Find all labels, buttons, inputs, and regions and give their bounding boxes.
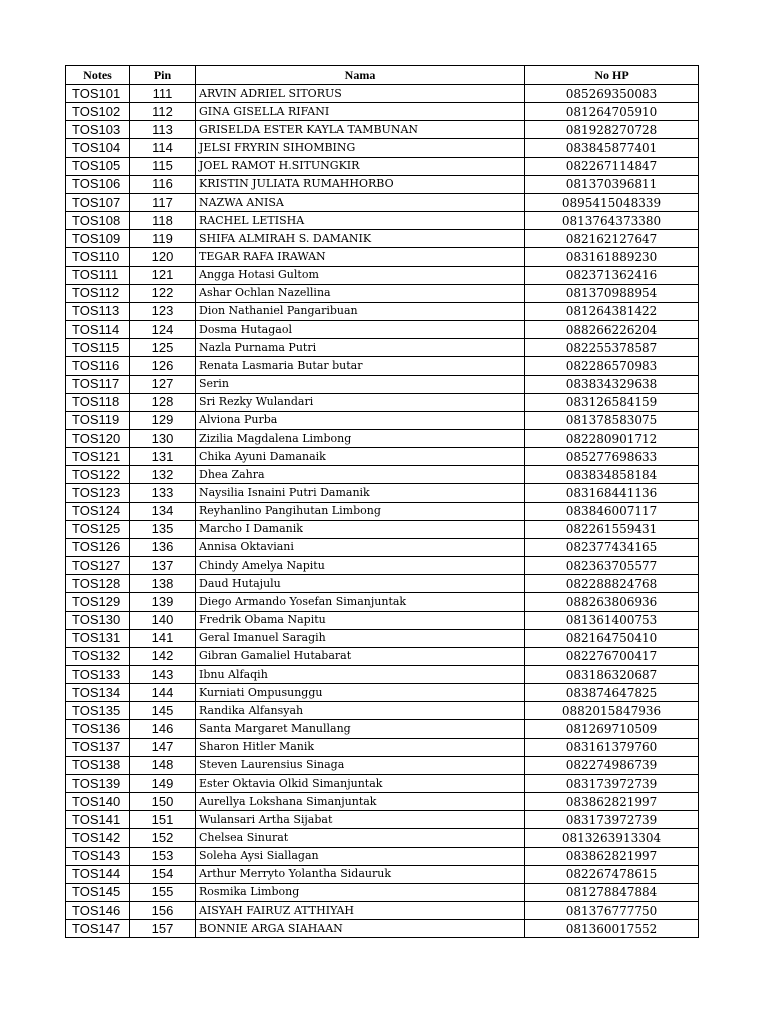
cell-nama: Chindy Amelya Napitu — [196, 557, 525, 575]
cell-nama: Ester Oktavia Olkid Simanjuntak — [196, 774, 525, 792]
cell-notes: TOS115 — [66, 339, 130, 357]
cell-nama: Wulansari Artha Sijabat — [196, 811, 525, 829]
cell-pin: 126 — [130, 357, 196, 375]
table-row — [66, 702, 699, 720]
table-row — [66, 774, 699, 792]
cell-pin: 156 — [130, 902, 196, 920]
cell-notes: TOS114 — [66, 321, 130, 339]
table-row — [66, 756, 699, 774]
table-row — [66, 284, 699, 302]
table-row — [66, 139, 699, 157]
cell-pin: 131 — [130, 448, 196, 466]
cell-no-hp: 081360017552 — [525, 920, 699, 938]
cell-no-hp: 083862821997 — [525, 793, 699, 811]
cell-notes: TOS136 — [66, 720, 130, 738]
cell-no-hp: 088263806936 — [525, 593, 699, 611]
table-row — [66, 666, 699, 684]
header-pin: Pin — [130, 66, 196, 85]
cell-pin: 115 — [130, 157, 196, 175]
cell-no-hp: 081278847884 — [525, 883, 699, 901]
table-row — [66, 230, 699, 248]
cell-no-hp: 081370396811 — [525, 175, 699, 193]
cell-nama: SHIFA ALMIRAH S. DAMANIK — [196, 230, 525, 248]
cell-nama: Dosma Hutagaol — [196, 321, 525, 339]
table-row — [66, 920, 699, 938]
cell-nama: Annisa Oktaviani — [196, 538, 525, 556]
cell-nama: Chelsea Sinurat — [196, 829, 525, 847]
table-row — [66, 448, 699, 466]
cell-nama: Sharon Hitler Manik — [196, 738, 525, 756]
cell-no-hp: 081269710509 — [525, 720, 699, 738]
table-row — [66, 793, 699, 811]
cell-pin: 124 — [130, 321, 196, 339]
table-row — [66, 902, 699, 920]
cell-pin: 146 — [130, 720, 196, 738]
cell-notes: TOS142 — [66, 829, 130, 847]
table-row — [66, 175, 699, 193]
table-row — [66, 538, 699, 556]
cell-no-hp: 083834858184 — [525, 466, 699, 484]
cell-notes: TOS124 — [66, 502, 130, 520]
cell-notes: TOS137 — [66, 738, 130, 756]
cell-pin: 111 — [130, 85, 196, 103]
cell-pin: 118 — [130, 212, 196, 230]
cell-nama: Geral Imanuel Saragih — [196, 629, 525, 647]
table-row — [66, 121, 699, 139]
cell-no-hp: 083168441136 — [525, 484, 699, 502]
cell-no-hp: 081378583075 — [525, 411, 699, 429]
cell-nama: Kurniati Ompusunggu — [196, 684, 525, 702]
cell-notes: TOS140 — [66, 793, 130, 811]
cell-nama: Serin — [196, 375, 525, 393]
cell-notes: TOS128 — [66, 575, 130, 593]
cell-notes: TOS132 — [66, 647, 130, 665]
table-row — [66, 212, 699, 230]
cell-no-hp: 083862821997 — [525, 847, 699, 865]
cell-notes: TOS147 — [66, 920, 130, 938]
table-row — [66, 593, 699, 611]
cell-nama: Chika Ayuni Damanaik — [196, 448, 525, 466]
cell-pin: 134 — [130, 502, 196, 520]
table-row — [66, 429, 699, 447]
cell-no-hp: 081264705910 — [525, 103, 699, 121]
table-row — [66, 357, 699, 375]
cell-nama: JELSI FRYRIN SIHOMBING — [196, 139, 525, 157]
cell-pin: 147 — [130, 738, 196, 756]
cell-pin: 148 — [130, 756, 196, 774]
cell-nama: GRISELDA ESTER KAYLA TAMBUNAN — [196, 121, 525, 139]
table-row — [66, 466, 699, 484]
cell-notes: TOS117 — [66, 375, 130, 393]
cell-no-hp: 085277698633 — [525, 448, 699, 466]
table-row — [66, 302, 699, 320]
cell-no-hp: 083846007117 — [525, 502, 699, 520]
cell-nama: Arthur Merryto Yolantha Sidauruk — [196, 865, 525, 883]
cell-no-hp: 082261559431 — [525, 520, 699, 538]
table-row — [66, 321, 699, 339]
table-row — [66, 629, 699, 647]
cell-pin: 114 — [130, 139, 196, 157]
table-row — [66, 103, 699, 121]
cell-pin: 127 — [130, 375, 196, 393]
cell-nama: NAZWA ANISA — [196, 193, 525, 211]
cell-pin: 154 — [130, 865, 196, 883]
table-row — [66, 847, 699, 865]
cell-no-hp: 082371362416 — [525, 266, 699, 284]
cell-notes: TOS123 — [66, 484, 130, 502]
cell-no-hp: 0895415048339 — [525, 193, 699, 211]
cell-pin: 135 — [130, 520, 196, 538]
cell-nama: Angga Hotasi Gultom — [196, 266, 525, 284]
cell-notes: TOS113 — [66, 302, 130, 320]
cell-notes: TOS126 — [66, 538, 130, 556]
cell-notes: TOS129 — [66, 593, 130, 611]
cell-notes: TOS131 — [66, 629, 130, 647]
cell-notes: TOS127 — [66, 557, 130, 575]
cell-pin: 137 — [130, 557, 196, 575]
cell-notes: TOS130 — [66, 611, 130, 629]
cell-pin: 143 — [130, 666, 196, 684]
table-row — [66, 411, 699, 429]
cell-notes: TOS105 — [66, 157, 130, 175]
table-row — [66, 484, 699, 502]
cell-notes: TOS120 — [66, 429, 130, 447]
cell-nama: BONNIE ARGA SIAHAAN — [196, 920, 525, 938]
cell-pin: 132 — [130, 466, 196, 484]
table-row — [66, 575, 699, 593]
cell-notes: TOS106 — [66, 175, 130, 193]
table-row — [66, 883, 699, 901]
cell-notes: TOS108 — [66, 212, 130, 230]
cell-notes: TOS122 — [66, 466, 130, 484]
cell-pin: 149 — [130, 774, 196, 792]
cell-pin: 133 — [130, 484, 196, 502]
cell-notes: TOS119 — [66, 411, 130, 429]
cell-no-hp: 082274986739 — [525, 756, 699, 774]
table-row — [66, 248, 699, 266]
cell-no-hp: 082280901712 — [525, 429, 699, 447]
cell-notes: TOS110 — [66, 248, 130, 266]
cell-no-hp: 083126584159 — [525, 393, 699, 411]
cell-nama: Ibnu Alfaqih — [196, 666, 525, 684]
cell-notes: TOS111 — [66, 266, 130, 284]
cell-pin: 122 — [130, 284, 196, 302]
cell-nama: AISYAH FAIRUZ ATTHIYAH — [196, 902, 525, 920]
cell-pin: 151 — [130, 811, 196, 829]
cell-notes: TOS141 — [66, 811, 130, 829]
cell-notes: TOS125 — [66, 520, 130, 538]
cell-nama: Dion Nathaniel Pangaribuan — [196, 302, 525, 320]
cell-pin: 121 — [130, 266, 196, 284]
cell-no-hp: 0882015847936 — [525, 702, 699, 720]
cell-no-hp: 082162127647 — [525, 230, 699, 248]
cell-notes: TOS146 — [66, 902, 130, 920]
cell-notes: TOS145 — [66, 883, 130, 901]
cell-nama: Daud Hutajulu — [196, 575, 525, 593]
table-row — [66, 647, 699, 665]
cell-no-hp: 082276700417 — [525, 647, 699, 665]
cell-nama: Dhea Zahra — [196, 466, 525, 484]
cell-pin: 142 — [130, 647, 196, 665]
cell-no-hp: 088266226204 — [525, 321, 699, 339]
cell-nama: GINA GISELLA RIFANI — [196, 103, 525, 121]
cell-no-hp: 082288824768 — [525, 575, 699, 593]
cell-notes: TOS116 — [66, 357, 130, 375]
cell-notes: TOS143 — [66, 847, 130, 865]
cell-nama: Marcho I Damanik — [196, 520, 525, 538]
cell-notes: TOS138 — [66, 756, 130, 774]
header-notes: Notes — [66, 66, 130, 85]
cell-notes: TOS112 — [66, 284, 130, 302]
cell-pin: 138 — [130, 575, 196, 593]
cell-no-hp: 081361400753 — [525, 611, 699, 629]
cell-nama: Renata Lasmaria Butar butar — [196, 357, 525, 375]
cell-notes: TOS102 — [66, 103, 130, 121]
cell-notes: TOS135 — [66, 702, 130, 720]
table-row — [66, 157, 699, 175]
table-row — [66, 829, 699, 847]
cell-nama: Nazla Purnama Putri — [196, 339, 525, 357]
cell-pin: 153 — [130, 847, 196, 865]
cell-no-hp: 0813263913304 — [525, 829, 699, 847]
cell-no-hp: 082267478615 — [525, 865, 699, 883]
table-row — [66, 520, 699, 538]
table-row — [66, 375, 699, 393]
cell-pin: 117 — [130, 193, 196, 211]
cell-no-hp: 082286570983 — [525, 357, 699, 375]
cell-notes: TOS144 — [66, 865, 130, 883]
cell-nama: RACHEL LETISHA — [196, 212, 525, 230]
cell-nama: Reyhanlino Pangihutan Limbong — [196, 502, 525, 520]
cell-pin: 145 — [130, 702, 196, 720]
cell-pin: 125 — [130, 339, 196, 357]
cell-nama: Ashar Ochlan Nazellina — [196, 284, 525, 302]
cell-pin: 157 — [130, 920, 196, 938]
cell-notes: TOS139 — [66, 774, 130, 792]
table-row — [66, 85, 699, 103]
cell-nama: Alviona Purba — [196, 411, 525, 429]
cell-notes: TOS121 — [66, 448, 130, 466]
table-row — [66, 811, 699, 829]
cell-notes: TOS133 — [66, 666, 130, 684]
cell-notes: TOS101 — [66, 85, 130, 103]
cell-no-hp: 083173972739 — [525, 774, 699, 792]
cell-pin: 152 — [130, 829, 196, 847]
cell-no-hp: 083186320687 — [525, 666, 699, 684]
cell-no-hp: 081370988954 — [525, 284, 699, 302]
cell-no-hp: 0813764373380 — [525, 212, 699, 230]
cell-notes: TOS107 — [66, 193, 130, 211]
cell-pin: 155 — [130, 883, 196, 901]
cell-pin: 129 — [130, 411, 196, 429]
cell-nama: KRISTIN JULIATA RUMAHHORBO — [196, 175, 525, 193]
cell-notes: TOS109 — [66, 230, 130, 248]
cell-pin: 113 — [130, 121, 196, 139]
table-row — [66, 865, 699, 883]
cell-nama: Diego Armando Yosefan Simanjuntak — [196, 593, 525, 611]
cell-pin: 119 — [130, 230, 196, 248]
cell-nama: Randika Alfansyah — [196, 702, 525, 720]
cell-no-hp: 081376777750 — [525, 902, 699, 920]
cell-pin: 139 — [130, 593, 196, 611]
table-row — [66, 502, 699, 520]
cell-no-hp: 082363705577 — [525, 557, 699, 575]
cell-no-hp: 083845877401 — [525, 139, 699, 157]
cell-pin: 141 — [130, 629, 196, 647]
header-no-hp: No HP — [525, 66, 699, 85]
cell-no-hp: 083161889230 — [525, 248, 699, 266]
table-row — [66, 193, 699, 211]
cell-pin: 130 — [130, 429, 196, 447]
cell-nama: ARVIN ADRIEL SITORUS — [196, 85, 525, 103]
cell-no-hp: 085269350083 — [525, 85, 699, 103]
cell-pin: 150 — [130, 793, 196, 811]
cell-no-hp: 083161379760 — [525, 738, 699, 756]
cell-no-hp: 082164750410 — [525, 629, 699, 647]
cell-no-hp: 081928270728 — [525, 121, 699, 139]
cell-nama: Aurellya Lokshana Simanjuntak — [196, 793, 525, 811]
cell-nama: Zizilia Magdalena Limbong — [196, 429, 525, 447]
cell-pin: 136 — [130, 538, 196, 556]
cell-no-hp: 081264381422 — [525, 302, 699, 320]
cell-pin: 120 — [130, 248, 196, 266]
cell-nama: Soleha Aysi Siallagan — [196, 847, 525, 865]
cell-nama: Gibran Gamaliel Hutabarat — [196, 647, 525, 665]
cell-no-hp: 083874647825 — [525, 684, 699, 702]
table-header-row — [66, 66, 699, 85]
cell-notes: TOS104 — [66, 139, 130, 157]
cell-pin: 128 — [130, 393, 196, 411]
cell-nama: Santa Margaret Manullang — [196, 720, 525, 738]
cell-no-hp: 082267114847 — [525, 157, 699, 175]
cell-nama: Fredrik Obama Napitu — [196, 611, 525, 629]
table-row — [66, 557, 699, 575]
header-nama: Nama — [196, 66, 525, 85]
table-row — [66, 393, 699, 411]
cell-nama: Rosmika Limbong — [196, 883, 525, 901]
cell-no-hp: 083834329638 — [525, 375, 699, 393]
cell-no-hp: 082255378587 — [525, 339, 699, 357]
cell-notes: TOS103 — [66, 121, 130, 139]
table-row — [66, 720, 699, 738]
cell-nama: Sri Rezky Wulandari — [196, 393, 525, 411]
table-body — [66, 85, 699, 938]
cell-nama: Naysilia Isnaini Putri Damanik — [196, 484, 525, 502]
table-row — [66, 738, 699, 756]
cell-pin: 112 — [130, 103, 196, 121]
table-row — [66, 611, 699, 629]
cell-nama: TEGAR RAFA IRAWAN — [196, 248, 525, 266]
table-row — [66, 339, 699, 357]
table-row — [66, 684, 699, 702]
table-row — [66, 266, 699, 284]
cell-pin: 140 — [130, 611, 196, 629]
cell-notes: TOS134 — [66, 684, 130, 702]
cell-pin: 116 — [130, 175, 196, 193]
cell-no-hp: 082377434165 — [525, 538, 699, 556]
contact-table — [65, 65, 699, 938]
cell-notes: TOS118 — [66, 393, 130, 411]
cell-nama: JOEL RAMOT H.SITUNGKIR — [196, 157, 525, 175]
cell-pin: 144 — [130, 684, 196, 702]
cell-no-hp: 083173972739 — [525, 811, 699, 829]
cell-nama: Steven Laurensius Sinaga — [196, 756, 525, 774]
cell-pin: 123 — [130, 302, 196, 320]
